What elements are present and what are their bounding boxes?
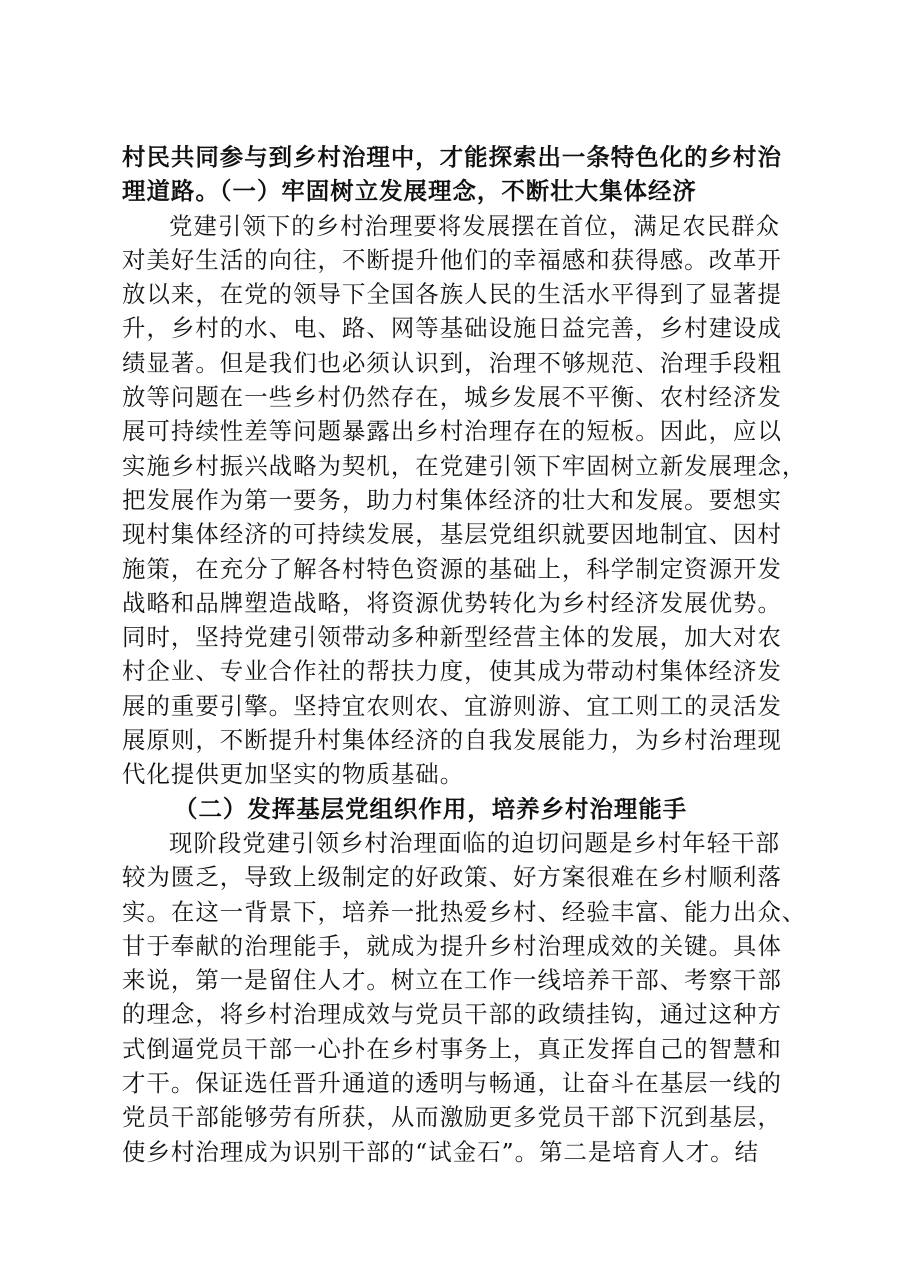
section-heading: （二）发挥基层党组织作用，培养乡村治理能手 [174,794,688,823]
text-line: 放等问题在一些乡村仍然存在，城乡发展不平衡、农村经济发 [122,383,782,412]
text-line: 把发展作为第一要务，助力村集体经济的壮大和发展。要想实 [122,485,782,514]
text-line: 党员干部能够劳有所获，从而激励更多党员干部下沉到基层， [122,1103,782,1132]
paragraph-first-line: 现阶段党建引领乡村治理面临的迫切问题是乡村年轻干部 [169,828,781,857]
text-line: 现村集体经济的可持续发展，基层党组织就要因地制宜、因村 [122,520,782,549]
text-line: 较为匮乏，导致上级制定的好政策、好方案很难在乡村顺利落 [122,863,782,892]
text-line: 的理念，将乡村治理成效与党员干部的政绩挂钩，通过这种方 [122,1000,782,1029]
section-heading-line: 理道路。（一）牢固树立发展理念，不断壮大集体经济 [122,177,697,206]
document-body [122,140,807,1169]
text-line: 展原则，不断提升村集体经济的自我发展能力，为乡村治理现 [122,726,782,755]
text-line: 放以来，在党的领导下全国各族人民的生活水平得到了显著提 [122,280,782,309]
text-line: 村企业、专业合作社的帮扶力度，使其成为带动村集体经济发 [122,657,782,686]
text-line: 升，乡村的水、电、路、网等基础设施日益完善，乡村建设成 [122,314,782,343]
text-line: 施策，在充分了解各村特色资源的基础上，科学制定资源开发 [122,554,782,583]
text-line: 代化提供更加坚实的物质基础。 [122,760,465,789]
paragraph-first-line: 党建引领下的乡村治理要将发展摆在首位，满足农民群众 [169,211,781,240]
text-line: 才干。保证选任晋升通道的透明与畅通，让奋斗在基层一线的 [122,1069,782,1098]
text-line: 式倒逼党员干部一心扑在乡村事务上，真正发挥自己的智慧和 [122,1034,782,1063]
text-line: 甘于奉献的治理能手，就成为提升乡村治理成效的关键。具体 [122,931,782,960]
text-line: 来说，第一是留住人才。树立在工作一线培养干部、考察干部 [122,966,782,995]
text-line: 使乡村治理成为识别干部的“试金石”。第二是培育人才。结 [122,1137,760,1166]
text-line: 绩显著。但是我们也必须认识到，治理不够规范、治理手段粗 [122,348,782,377]
text-line: 战略和品牌塑造战略，将资源优势转化为乡村经济发展优势。 [122,588,782,617]
text-line: 实。在这一背景下，培养一批热爱乡村、经验丰富、能力出众、 [122,897,807,926]
text-line: 展的重要引擎。坚持宜农则农、宜游则游、宜工则工的灵活发 [122,691,782,720]
text-line: 同时，坚持党建引领带动多种新型经营主体的发展，加大对农 [122,623,782,652]
text-line: 对美好生活的向往，不断提升他们的幸福感和获得感。改革开 [122,245,782,274]
text-line: 实施乡村振兴战略为契机，在党建引领下牢固树立新发展理念， [122,451,807,480]
text-line: 村民共同参与到乡村治理中，才能探索出一条特色化的乡村治 [122,143,782,171]
text-line: 展可持续性差等问题暴露出乡村治理存在的短板。因此，应以 [122,417,782,446]
